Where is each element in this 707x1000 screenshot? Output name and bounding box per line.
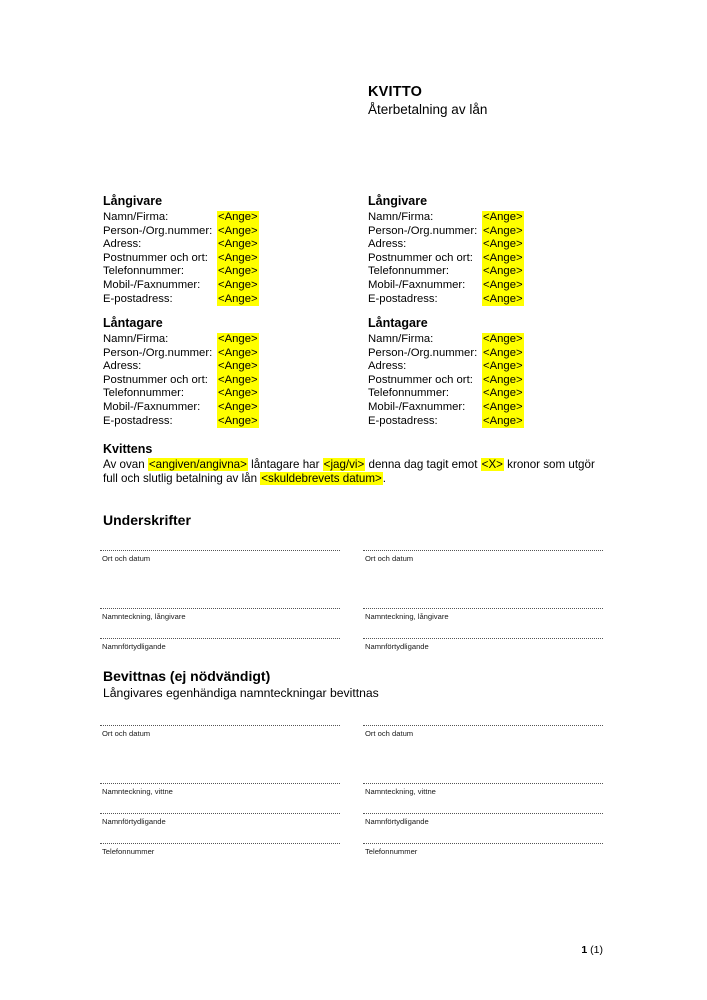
field-row [103, 252, 373, 266]
footer-page-number: 1 [581, 944, 588, 956]
field-value[interactable]: <Ange> [218, 346, 258, 359]
witness-line-left-printed-name[interactable] [100, 813, 340, 829]
field-row [368, 252, 638, 266]
field-row [368, 293, 638, 307]
field-value[interactable]: <Ange> [218, 238, 258, 251]
field-label: E-postadress: [368, 292, 438, 305]
field-row [368, 265, 638, 279]
field-label: Namn/Firma: [368, 211, 434, 223]
signature-caption: Namnteckning, långivare [102, 611, 186, 621]
signature-line-left-printed-name[interactable] [100, 638, 340, 654]
borrower-left-heading: Låntagare [103, 316, 163, 330]
signature-caption: Ort och datum [365, 728, 414, 738]
signature-caption: Namnteckning, vittne [102, 786, 173, 796]
borrower-right-block [368, 316, 638, 428]
document-title-block [368, 84, 487, 118]
lender-left-heading: Långivare [103, 194, 163, 208]
borrower-left-block [103, 316, 373, 428]
signature-caption: Namnförtydligande [365, 816, 429, 826]
field-value[interactable]: <Ange> [218, 251, 258, 264]
field-row [103, 347, 373, 361]
signatures-heading: Underskrifter [103, 512, 191, 528]
field-label: Adress: [103, 360, 142, 373]
field-label: Namn/Firma: [103, 333, 169, 345]
field-label: Person-/Org.nummer: [103, 346, 213, 359]
signature-line-right-signature[interactable] [363, 608, 603, 624]
field-label: E-postadress: [103, 414, 173, 427]
field-label: Adress: [368, 238, 407, 251]
field-value[interactable]: <Ange> [483, 387, 523, 400]
receipt-highlight-date[interactable]: <skuldebrevets datum> [261, 472, 382, 486]
field-row [368, 360, 638, 374]
field-label: Namn/Firma: [103, 211, 169, 223]
field-row [368, 279, 638, 293]
field-value[interactable]: <Ange> [483, 414, 523, 427]
field-value[interactable]: <Ange> [483, 278, 523, 291]
receipt-text-2: låntagare har [247, 458, 323, 471]
field-label: Postnummer och ort: [103, 251, 208, 264]
receipt-highlight-payer[interactable]: <angiven/angivna> [148, 458, 247, 471]
field-value[interactable]: <Ange> [218, 265, 258, 278]
field-label: Postnummer och ort: [368, 251, 473, 264]
receipt-text-5: . [382, 472, 387, 486]
field-row [103, 225, 373, 239]
field-row [103, 387, 373, 401]
field-label: Mobil-/Faxnummer: [368, 400, 466, 413]
field-value[interactable]: <Ange> [483, 211, 523, 223]
field-label: Mobil-/Faxnummer: [103, 400, 201, 413]
field-value[interactable]: <Ange> [483, 400, 523, 413]
field-label: Person-/Org.nummer: [368, 346, 478, 359]
footer-page-total: (1) [590, 944, 603, 956]
field-row [368, 415, 638, 429]
field-value[interactable]: <Ange> [218, 360, 258, 373]
receipt-section [103, 442, 603, 486]
field-value[interactable]: <Ange> [218, 387, 258, 400]
receipt-text-3: denna dag tagit emot [365, 458, 481, 471]
receipt-highlight-pronoun[interactable]: <jag/vi> [323, 458, 365, 471]
field-label: Adress: [103, 238, 142, 251]
field-value[interactable]: <Ange> [483, 251, 523, 264]
page-footer [0, 944, 603, 957]
witness-heading: Bevittnas (ej nödvändigt) [103, 668, 271, 684]
receipt-text-1: Av ovan [103, 458, 148, 471]
signature-caption: Ort och datum [365, 553, 414, 563]
witness-line-left-signature[interactable] [100, 783, 340, 799]
field-label: Adress: [368, 360, 407, 373]
signature-caption: Telefonnummer [102, 846, 155, 856]
field-value[interactable]: <Ange> [218, 211, 258, 223]
page-subtitle: Återbetalning av lån [368, 102, 488, 117]
field-row [103, 265, 373, 279]
field-label: Telefonnummer: [368, 387, 449, 400]
field-label: E-postadress: [103, 292, 173, 305]
field-value[interactable]: <Ange> [483, 224, 523, 237]
signature-caption: Namnförtydligande [102, 641, 166, 651]
field-row [103, 238, 373, 252]
receipt-highlight-amount[interactable]: <X> [481, 458, 503, 471]
field-label: Namn/Firma: [368, 333, 434, 345]
field-value[interactable]: <Ange> [483, 360, 523, 373]
signature-caption: Namnteckning, långivare [365, 611, 449, 621]
field-value[interactable]: <Ange> [483, 292, 523, 305]
field-row [368, 225, 638, 239]
signature-caption: Namnförtydligande [365, 641, 429, 651]
field-value[interactable]: <Ange> [483, 346, 523, 359]
field-label: Postnummer och ort: [368, 373, 473, 386]
witness-line-left-phone[interactable] [100, 843, 340, 859]
field-row [103, 360, 373, 374]
receipt-text-4: kronor som utgör full och slutlig betalning av lån [103, 458, 595, 486]
field-row [368, 238, 638, 252]
field-value[interactable]: <Ange> [218, 333, 258, 345]
field-row [103, 333, 373, 347]
field-row [103, 401, 373, 415]
witness-subheading: Långivares egenhändiga namnteckningar bevittnas [103, 686, 379, 700]
field-value[interactable]: <Ange> [218, 224, 258, 237]
signature-line-left-place-date[interactable] [100, 550, 340, 566]
signature-caption: Namnteckning, vittne [365, 786, 436, 796]
signature-caption: Ort och datum [102, 728, 151, 738]
signature-caption: Ort och datum [102, 553, 151, 563]
field-value[interactable]: <Ange> [483, 333, 523, 345]
field-row [368, 374, 638, 388]
field-value[interactable]: <Ange> [483, 238, 523, 251]
field-row [368, 333, 638, 347]
field-label: Mobil-/Faxnummer: [368, 278, 466, 291]
signature-line-left-signature[interactable] [100, 608, 340, 624]
field-label: E-postadress: [368, 414, 438, 427]
field-value[interactable]: <Ange> [483, 265, 523, 278]
field-row [103, 279, 373, 293]
signature-caption: Telefonnummer [365, 846, 418, 856]
field-row [368, 401, 638, 415]
field-row [368, 347, 638, 361]
field-label: Telefonnummer: [368, 265, 449, 278]
receipt-heading: Kvittens [103, 442, 153, 456]
lender-right-block [368, 194, 638, 306]
witness-line-right-signature[interactable] [363, 783, 603, 799]
field-value[interactable]: <Ange> [218, 414, 258, 427]
lender-right-heading: Långivare [368, 194, 428, 208]
field-value[interactable]: <Ange> [218, 400, 258, 413]
borrower-right-heading: Låntagare [368, 316, 428, 330]
field-row [368, 387, 638, 401]
lender-left-block [103, 194, 373, 306]
field-value[interactable]: <Ange> [483, 373, 523, 386]
witness-line-right-phone[interactable] [363, 843, 603, 859]
field-label: Telefonnummer: [103, 265, 184, 278]
signature-line-right-place-date[interactable] [363, 550, 603, 566]
field-value[interactable]: <Ange> [218, 373, 258, 386]
field-label: Person-/Org.nummer: [368, 224, 478, 237]
field-label: Telefonnummer: [103, 387, 184, 400]
witness-line-left-place-date[interactable] [100, 725, 340, 741]
field-row [368, 211, 638, 225]
field-row [103, 374, 373, 388]
page-title: KVITTO [368, 84, 423, 100]
signature-line-right-printed-name[interactable] [363, 638, 603, 654]
field-label: Mobil-/Faxnummer: [103, 278, 201, 291]
field-label: Postnummer och ort: [103, 373, 208, 386]
field-row [103, 415, 373, 429]
witness-line-right-place-date[interactable] [363, 725, 603, 741]
witness-line-right-printed-name[interactable] [363, 813, 603, 829]
receipt-paragraph [103, 458, 603, 486]
field-label: Person-/Org.nummer: [103, 224, 213, 237]
field-row [103, 293, 373, 307]
signature-caption: Namnförtydligande [102, 816, 166, 826]
field-value[interactable]: <Ange> [218, 278, 258, 291]
field-row [103, 211, 373, 225]
field-value[interactable]: <Ange> [218, 292, 258, 305]
